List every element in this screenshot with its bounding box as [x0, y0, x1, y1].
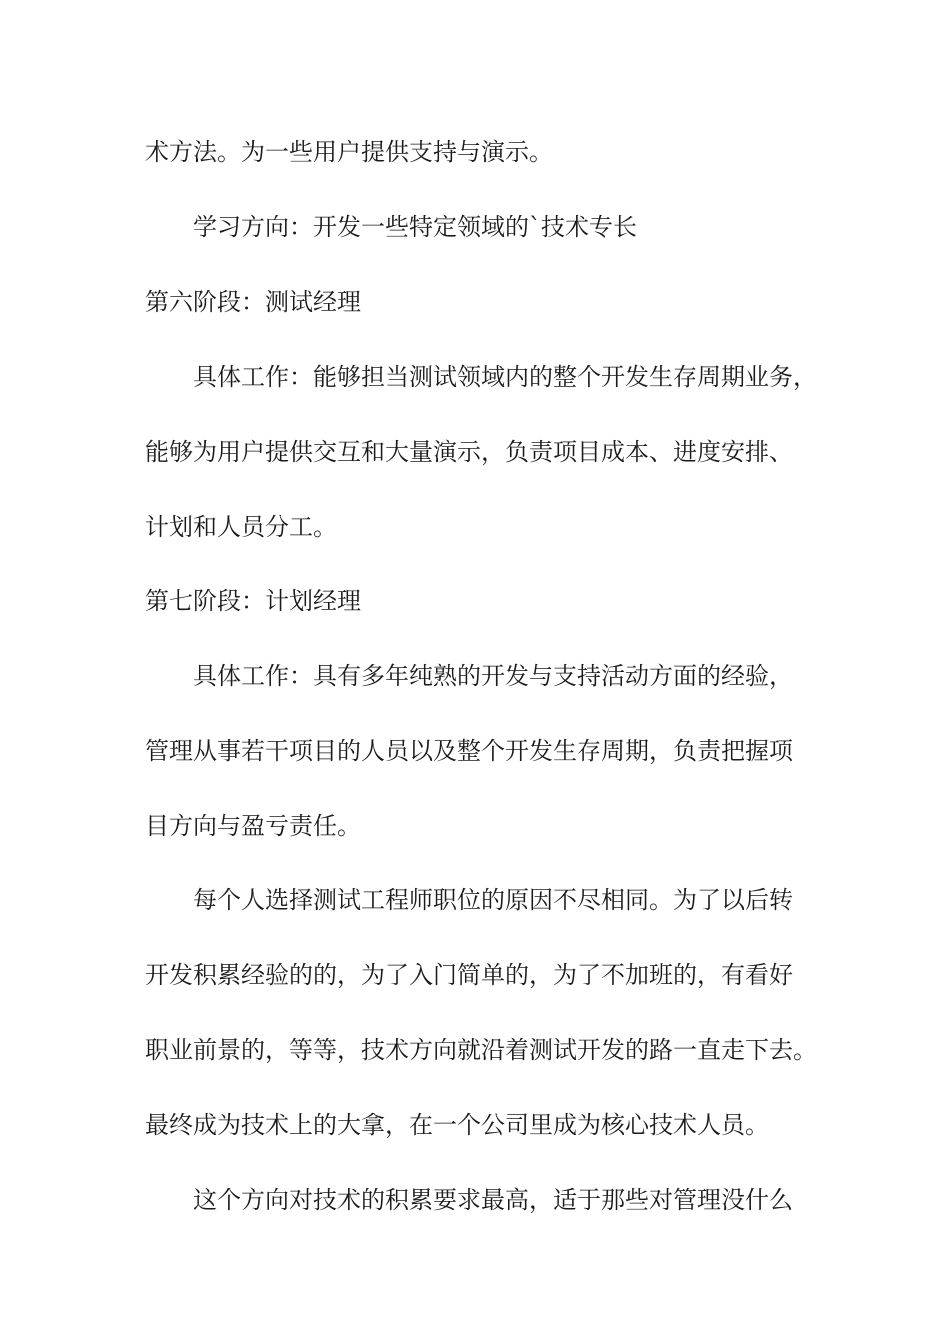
text-line: 计划和人员分工。	[145, 513, 337, 541]
text-line: 能够为用户提供交互和大量演示，负责项目成本、进度安排、	[145, 438, 793, 466]
text-line: 具体工作：具有多年纯熟的开发与支持活动方面的经验，	[193, 662, 793, 690]
section-heading: 第七阶段：计划经理	[145, 587, 361, 615]
text-line: 最终成为技术上的大拿，在一个公司里成为核心技术人员。	[145, 1111, 769, 1139]
section-heading: 第六阶段：测试经理	[145, 288, 361, 316]
text-line: 每个人选择测试工程师职位的原因不尽相同。为了以后转	[193, 886, 793, 914]
text-line: 这个方向对技术的积累要求最高，适于那些对管理没什么	[193, 1186, 793, 1214]
text-line: 术方法。为一些用户提供支持与演示。	[145, 138, 553, 166]
text-line: 学习方向：开发一些特定领域的`技术专长	[193, 213, 637, 241]
text-line: 管理从事若干项目的人员以及整个开发生存周期，负责把握项	[145, 737, 793, 765]
text-line: 具体工作：能够担当测试领域内的整个开发生存周期业务，	[193, 363, 817, 391]
text-line: 开发积累经验的的，为了入门简单的，为了不加班的，有看好	[145, 961, 793, 989]
text-line: 目方向与盈亏责任。	[145, 812, 361, 840]
text-line: 职业前景的，等等，技术方向就沿着测试开发的路一直走下去。	[145, 1036, 817, 1064]
